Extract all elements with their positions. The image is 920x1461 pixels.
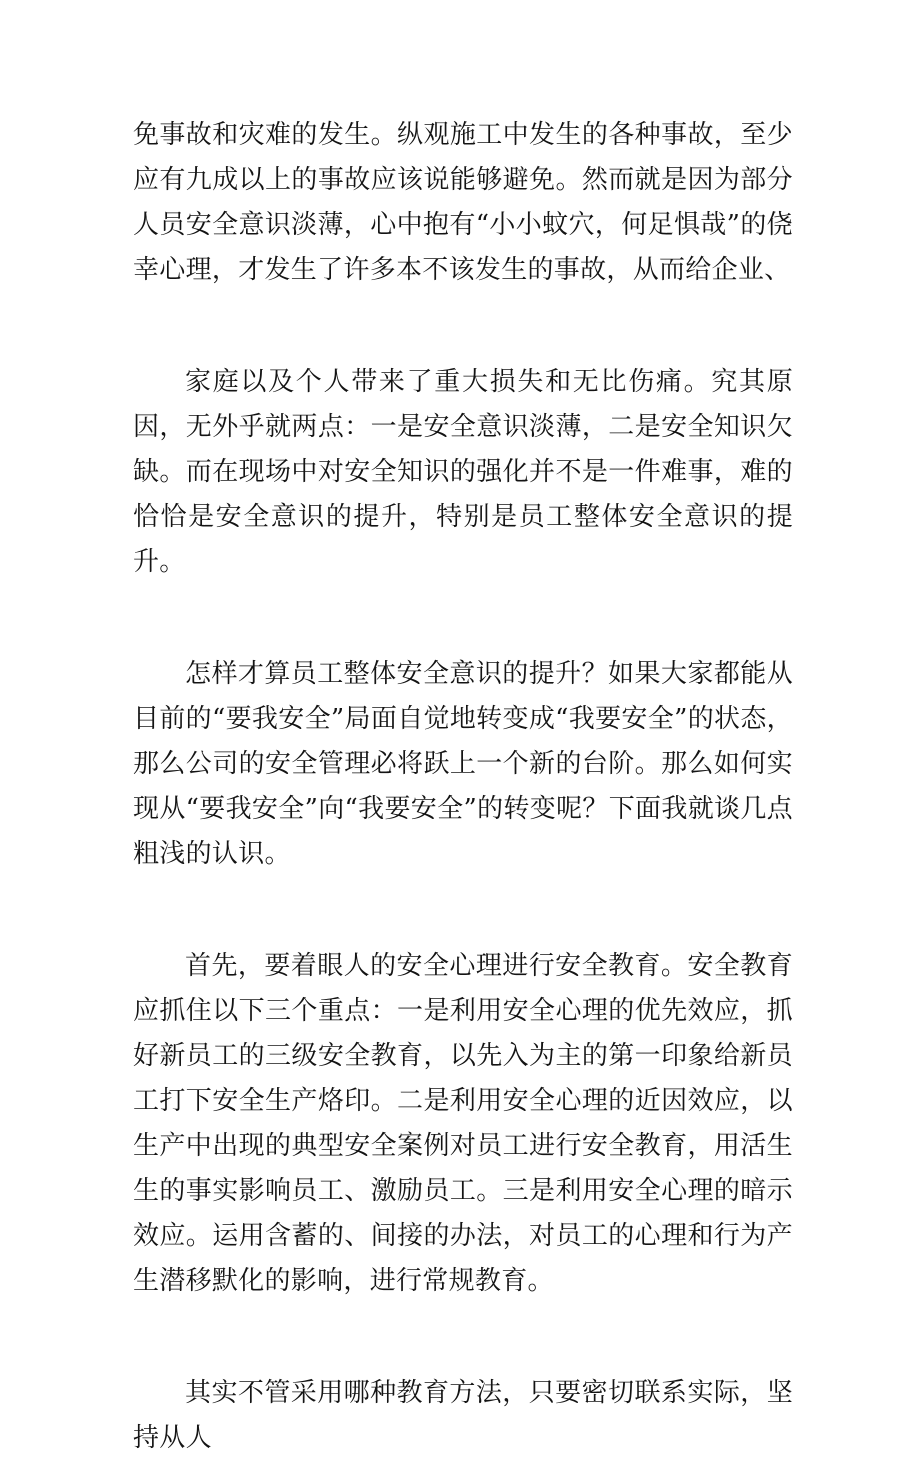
- paragraph-1: 免事故和灾难的发生。纵观施工中发生的各种事故，至少应有九成以上的事故应该说能够避免。然而就是因为部分人员安全意识淡薄，心中抱有“小小蚊穴，何足惧哉”的侥幸心理，才发生了许多本不该发生的事故，从而给企业、: [133, 120, 793, 285]
- paragraph-3: 怎样才算员工整体安全意识的提升？如果大家都能从目前的“要我安全”局面自觉地转变成“我要安全”的状态，那么公司的安全管理必将跃上一个新的台阶。那么如何实现从“要我安全”向“我要安全”的转变呢？下面我就谈几点粗浅的认识。: [133, 659, 793, 869]
- paragraph-4: 首先，要着眼人的安全心理进行安全教育。安全教育应抓住以下三个重点：一是利用安全心理的优先效应，抓好新员工的三级安全教育，以先入为主的第一印象给新员工打下安全生产烙印。二是利用安全心理的近因效应，以生产中出现的典型安全案例对员工进行安全教育，用活生生的事实影响员工、激励员工。三是利用安全心理的暗示效应。运用含蓄的、间接的办法，对员工的心理和行为产生潜移默化的影响，进行常规教育。: [133, 951, 793, 1296]
- document-body: [133, 113, 793, 1461]
- paragraph-2: 家庭以及个人带来了重大损失和无比伤痛。究其原因，无外乎就两点：一是安全意识淡薄，二是安全知识欠缺。而在现场中对安全知识的强化并不是一件难事，难的恰恰是安全意识的提升，特别是员工整体安全意识的提升。: [133, 367, 793, 577]
- paragraph-5: 其实不管采用哪种教育方法，只要密切联系实际，坚持从人: [133, 1378, 793, 1453]
